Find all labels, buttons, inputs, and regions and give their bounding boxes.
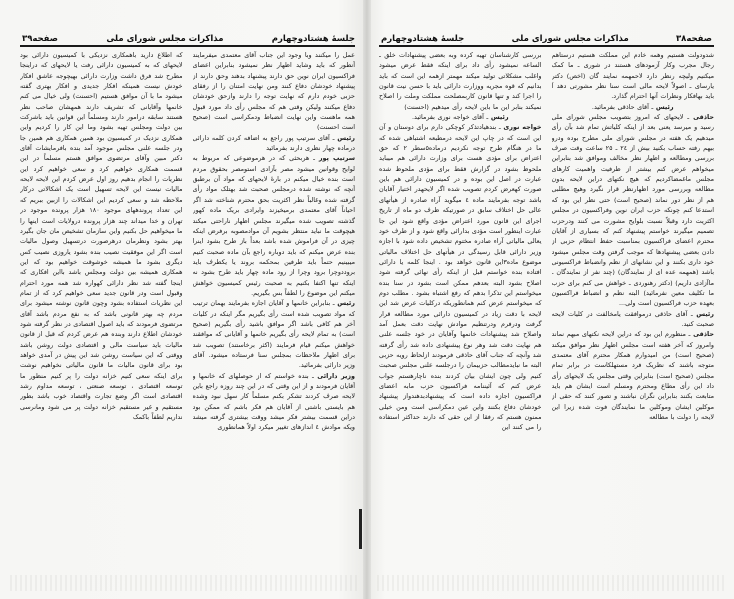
column-right [193, 50, 356, 547]
text-paragraph [20, 50, 183, 422]
binding-edge-mark [359, 509, 362, 549]
paragraph-text: ـ آقای سرتیپ پور راجع به اضافه کردن کلمه دارائی درماده چهار نظری دارند بفرمائید [192, 133, 355, 153]
paragraph-text: ـ لایحهای که امروز بتصویب مجلس شورای ملی رسید و میرسد یعنی بعد از اینکه کلیاتش تمام شد بآن رأی میدهیم یک هفته در مجلس شورای ملی مطرح بوده ودرو بیهم رفته حساب بکنید بیش از ٢٤ ـ ٢٥ ساعت وقت صرف بررسی ومطالعه و اظهار نظر مخالف وموافق شد بنابراین میخواهم عرض کنم بیشتر از ظرفیت واهمیت کارهای مجلس ماغمضاکردیم که هیچ نکتهای دراین لایحه بدون مطالعه وبررسی مورد اظهارنظر قرار نگیرد وهیچ مطلبی هم از نظر دور نماند (صحیح است) حتی نظر این بود که استدعا کنم چونکه حزب ایران نوین وفراکسیون در مجلس اکثریت دارد وقبلاً نسبت بلوایح مشورت می کنند ودرحزب تصمیم میگیرند خواستم پیشنهاد کنم که بسیاری از آقایان محترم اعضای فراکسیون بمناسبت حفظ انتظام حزبی از دادن بعضی پیشنهادها که موجب گرفتن وقت مجلس میشود خود داری بکنند و این نشانهای از نظم وانضباط فراکسیونی باشد (همهمه عده ای از نمایندگان) (چند نفر از نمایندگان ـ ماآزادی داریم) (دکتر رهنوردی ـ خواهش می کنم برای حزب ما تکلیف معین نفرمائید) البته نظم و انضباط فراکسیون بعهده حزب فراکسیون است ولی... [551, 113, 714, 308]
speaker-name: رئیس [337, 299, 355, 308]
speaker-paragraph [552, 112, 715, 309]
session-title: جلسهٔ هشتادوچهارم [271, 34, 355, 44]
session-title: جلسهٔ هشتادوچهارم [381, 34, 465, 44]
scan-noise [377, 575, 724, 591]
speaker-name: رئیس [655, 102, 674, 111]
speaker-paragraph [552, 309, 715, 330]
speaker-name: وزیر دارائی [317, 371, 355, 380]
speaker-paragraph [379, 122, 542, 432]
speaker-paragraph [552, 102, 715, 112]
paragraph-text: ـ بنابراین خانمها و آقایان اجازه بفرمایند بهمان ترتیب که مواد تصویب شده است رأی بگیریم مگر اینکه در کلیات آخر هم کافی باشد اگر موافق باشید رأی بگیریم (صحیح است) به تمام لایحه رأی بگیریم خانمها و آقایانی که موافقند خواهش میکنم قیام فرمایند (اکثر برخاستند) تصویب شد برای اظهار ملاحظات بمجلس سنا فرستاده میشود. آقای وزیر دارائی بفرمائید. [192, 299, 355, 370]
scan-noise [10, 575, 357, 591]
paragraph-text: ـ بنده خواستم که از حوصلهای که خانمها و آقایان فرمودند و از این وقتی که در این چند روزه راجع باین لایحه صرف کردند تشکر بکنم مسلماً کار سهل نبود وشده هم بایستی باشتی از آقایان هم فکر باشم که ممکن بود دراین قسمت بیشتر فکر میشد ووقت بیشتری گرفته میشد ویکه موادش ٤ اندازهای تغییر میکرد اولاً همانطوری [192, 371, 355, 432]
column-left [20, 50, 183, 547]
page-38 [367, 0, 734, 599]
speaker-paragraph [193, 371, 356, 433]
paragraph-text: که اطلاع دارید باهمکاری نزدیکی با کمیسیون دارائی بود لایحهای که به کمیسیون دارائی رفت یا لایحهای که دراینجا مطرح شد فرق داشت وزارت دارائی بهیچوجه عاشق افکار خودش نیست همینکه افکار جدیدی و افکار بهتری گفته میشود ما با آن موافق هستیم (احسنت) ولی خیال می کنم خانمها وآقایانی که تشریف دارند همهشان صاحب نظر هستند سابقه درامور دارند ومسلماً این قوانین باید باشرکت بین دولت ومجلس تهیه بشود وما این کار را کردیم واین همکاری نزدیک در کمیسیون بود همین همکاری هم همین جا ودر جلسه علنی مجلس موجود آمد بنده بافرمایشات آقای دکتر مبین وآقای مرتضوی موافق هستم مسلماً در این قسمت همکاری خواهیم کرد و سعی خواهیم کرد این نظریات را انجام بدهیم روز اول عرض کردم این لایحه لایحه مالیات نیست این لایحه تسهیل است یک اشکالاتی درکار ملاحظه شد و سعی کردیم این اشکالات را ازبین ببریم که این تعداد پروندههای موجود ۱۸۰ هزار پرونده موجود در تهران و خدا میداند چند هزار پرونده درولایات است اینها را ما میخواهیم حل بکنیم واین سازمان تشخیص مان جان بگیرد بهتر بشود ونظرمان درهرصورت درتسهیل وصول مالیات است اگر این موفقیت نصیب بنده بشود یاروزی نصیب کس دیگری بشود ما همیشه خوشوقت خواهیم بود که این همکاری همیشه بین دولت ومجلس باشد بااین افکاری که اینجا گفته شد نظر دارائی کهواره شد همه مورد احترام وقبول است ودر قانون جدید سعی خواهیم کرد که از تمام این نظریات استفاده بشود وچون قانون نوشته میشود برای مردم چه بهتر قانونی باشد که به نفع مردم باشد آقای مرتضوی فرمودند که باید اصول اقتصادی در نظر گرفته شود خودشان اطلاع دارند وبنده هم عرض کردم که قبل از قانون مالیات باید سیاست مالی و اقتصادی دولت روشن باشد ووقتی که این سیاست روشن شد این پیش در آمدی خواهد بود برای قانون مالیات ما قانون مالیاتی نخواهیم نوشت برای اینکه سعی کنیم خزانه دولت را پر کنیم منظور ما توسعه اقتصادی ، توسعه صنعتی ، توسعه مداوم رشد اقتصادی است اگر وضع تجارت واقتصاد خوب باشد بطور مستقیم و غیر مستقیم خزانه دولت پر می شود ومانرسی نداریم لطفاً باکمک [20, 51, 183, 422]
header-rule [20, 45, 355, 47]
page-header [381, 30, 712, 44]
text-paragraph [193, 50, 356, 133]
paragraph-text: ـ بندهیادتذکر کوچکی دارم برای دوستان و آن این است که در چاپ این لایحه درمطبعه اشتباهی شده که ما در هنگام طرح توجه نکردیم درماده۵سطر ۲ که حق اعتراض برای مؤدی هست برای وزارت دارائی هم میباید ملحوظ بشود در گزارش فقط برای مؤدی ملحوظ شده عبارت در اصل این بوده و در کمیسیون دارائی هم باین صورت کهعرض کردم تصویب شده اگر لایحهدر اختیار آقایان باشد توجه بفرمایند ماده ٤ میگوید آراء صادره از هیأتهای عالی حل اختلاف سابق در صورتیکه ظرف دو ماه از تاریخ اجرای این قانون مورد اعتراض مؤدی واقع شود این جا عبارت اینطور است مؤدی بدارائی واقع شود و از طرف خود یعالی مالیاتی آراء صادره مختوم تشخیص داده شود با اجازه وزیر دارائی قابل رسیدگی در هیأتهای حل اختلاف مالیاتی موضوع ماده۳این قانون خواهد بود . اینجا کلمه یا دارائی افتاده بنده خواستم قبل از اینکه رأی نهائی گرفته شود اصلاح بشود البته بعدهم ممکن است بشود در سنا بنده میخواستم این تذکرا بدهم که رفع اشتباه بشود . مطلب دوم که میخواستم عرض کنم همانطوریکه درکلیات عرض شد این لایحه با دقت زیاد در کمیسیون دارائی مورد مطالعه قرار گرفت ودرفرم ودرتنظیم موادش نهایت دقت بعمل آمد واصلاح شد پیشنهادات خانمها وآقایان در خود جلسه علنی هم نهایت دقت شد وهر نوع پیشنهادی داده شد رأی گرفته شد وآنچه که جناب آقای حاذقی فرمودند ازلحاظ رویه حزبی البته ما نبایدمطالب حزبیمان را درجلسه علنی مجلس صحبت کنیم ولی چون ایشان بیان کردند بنده ناچارهستم جواب عرض کنم که آئیننامه فراکسیون حزب مابه اعضای فراکسیون اجازه داده است که پیشنهادبدهندواز پیشنهاد خودشان دفاع بکنند واین عین دمکراسی است ومن خیلی ممنون هستم که رفقا از این حقی که دارند حداکثر استفاده را می کنند این [379, 123, 542, 432]
speaker-name: خواجه نوری [503, 123, 542, 132]
page-number: صفحه۳۹ [22, 34, 59, 44]
speaker-name: رئیس [337, 133, 355, 142]
paragraph-text: شدودولت هستیم وهمه خادم این مملکت هستیم درستاهم رجال مجرب وکار آزمودهای هستند در شوری ـ ما کمک میکنیم ولیچه رنظر دارد لاحمهمه نمایند گان (اخص) دکتر یارسای ـ اصولاً لایحه مالی است سنا نظر مشورتی دهد آ باید بهافکار ونظرات آنها احترام گذارد. [551, 51, 714, 101]
page-number: صفحه۳۸ [675, 34, 712, 44]
speaker-name: حاذقی [693, 113, 714, 122]
column-right [552, 50, 715, 547]
page-gutter [363, 0, 371, 599]
paragraph-text: ـ هربحثی که در هرموضوعی که مربوط به لوایح وقوانین میشود مصر بآزادی استومصر بحقوق مردم است بنده خیال میکنم در بارهٔ لایحهای که مواد آن برطبق آنچه که نوشته شده درمجلس صحبت شد بهتلک مواد رأی گرفته شده وغالباً نظر اکثریت بحق محترم شناخته شد اگر احیاناً آقای معتمدی برمیخیزند وایرادی بریک ماده کهور گذشته تصویب شده میگیرند مجلس اظهار ناراحتی میکند هیچوقت ما نباید منتظر بشویم آن موادمصوبه برفرض اینکه چیزی در آن فراموش شده باشد بعداً باز طرح بشود اینرا بنده عرض میکنم که باید دوباره راجع بآن ماده صحبت کنیم میبینیم حتماً باید طرفین بمحکمه بروند یا یکطرف باید بروددوچرا برود وچرا از رود ماده چهار باید طرح بشود نه اینکه تنها اکتفا بکنیم به صحبت رئیس کمیسیون خواهش میکنم این موضوع را لطفاً بس بگیریم. [192, 154, 355, 297]
speaker-paragraph [193, 133, 356, 154]
speaker-name: حاذقی [693, 330, 714, 339]
text-paragraph [552, 50, 715, 102]
paragraph-text: ـ آقای حاذقی بفرمائید. [591, 102, 656, 111]
publication-title: مذاکرات مجلس شورای ملی [106, 34, 224, 44]
speaker-name: رئیس [696, 309, 714, 318]
speaker-paragraph [552, 329, 715, 422]
paragraph-text: ـ آقای خواجه نوری بفرمائید. [411, 113, 491, 122]
paragraph-text: عمل را میکنند وبا وجود این جناب آقای معتمدی میفرمایند آنطور که باید وشاید اظهار نظر نمیشود بنابراین اعضای فراکسیون ایران نوین حق دارند پیشنهاد بدهند وحق دارند از پیشنهاد خودشان دفاع کنند ومن نهایت امتنان را از رفقای حزبی خودم دارم که نهایت توجه را دارند وازحق خودشان دفاع میکنند ولیکن وقتی هم که مجلس رأی داد مورد قبول همه ماهست واین نهایت انضباط ودمکراسی است (صحیح است احسنت) [192, 51, 355, 132]
speaker-paragraph [193, 153, 356, 298]
paragraph-text: بررسی کارشناسان تهیه کرده وبه بعضی پیشنهادات خلق ـ الساعه نمیشود رأی داد برای اینکه فقط عرض میشود واغلب مشکلاتی تولید میکند مهمتر ازهمه این است که باید بدانیم که قوه مجریه ووزارت دارائی باید با حسن نیت قانون را اجرا کند و تنها قانون کاربمصلحت مملکت وملت را اصلاح نمیکند بنابر این ما باین لایحه رأی میدهیم (احسنت) [379, 51, 542, 111]
speaker-paragraph [193, 298, 356, 370]
page-header [22, 30, 355, 44]
column-left [379, 50, 542, 547]
text-columns [379, 50, 714, 547]
speaker-paragraph [379, 112, 542, 122]
text-paragraph [379, 50, 542, 112]
speaker-name: سرتیپ پور [318, 154, 355, 163]
text-columns [20, 50, 355, 547]
header-rule [379, 45, 714, 47]
paragraph-text: ـ آقای حاذقی درموافقت یامخالفت در کلیات لایحه صحبت کنید. [551, 309, 714, 328]
speaker-name: رئیس [490, 113, 509, 122]
paragraph-text: ـ منظورم این بود که دراین لایحه نکتهای مبهم نماند وامروز که آخر هفته است مجلس اظهار نظر موافق میکند (صحیح است) من امیدوارم همکار محترم آقای معتمدی متوجه باشند که نظریک فرد مستهلکاست در برابر تمام مجلس (صحیح است) بنابراین وقتی مجلس یک لایحهای رأی داد این رأی مطاع ومحترم ومسلم است ایشان هم باید متابعت بکنند بنابراین نگران نباشند و تصور کنند که حقی از موکلین ایشان وموکلین ما نمایندگان فوت شده زیرا این لایحه را دولت با مطالعه [551, 330, 714, 422]
publication-title: مذاکرات مجلس شورای ملی [511, 34, 629, 44]
